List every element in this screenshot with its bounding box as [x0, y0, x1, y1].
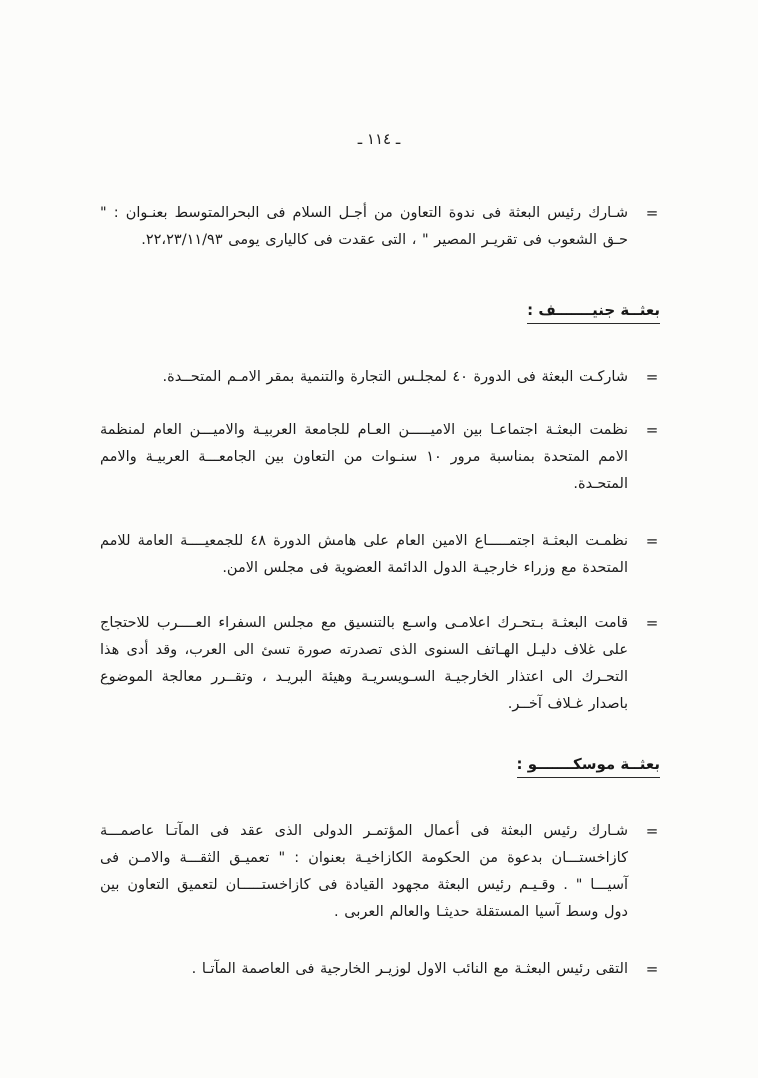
paragraph-item [100, 200, 660, 254]
paragraph-item [100, 956, 660, 983]
paragraph-item [100, 417, 660, 498]
item-marker: = [645, 822, 659, 840]
item-marker: = [645, 532, 659, 550]
item-marker: = [645, 614, 659, 632]
section-heading: بعثــة جنيـــــــف : [527, 301, 660, 324]
item-marker: = [645, 960, 659, 978]
paragraph-item [100, 610, 660, 718]
section-geneva-heading-row [100, 300, 660, 324]
paragraph-text: التقى رئيس البعثـة مع النائب الاول لوزيـر الخارجية فى العاصمة المآتـا . [191, 961, 628, 977]
section-heading: بعثــة موسكـــــــو : [517, 755, 660, 778]
item-marker: = [645, 368, 659, 386]
paragraph-text: نظمـت البعثـة اجتمـــــاع الامين العام على هامش الدورة ٤٨ للجمعيــــة العامة للامم المتحدة مع وزراء خارجيـة الدول الدائمة العضوية فى مجلس الامن. [100, 533, 628, 576]
paragraph-item [100, 528, 660, 582]
document-body [100, 200, 660, 983]
paragraph-text: قامت البعثـة بـتحـرك اعلامـى واسـع بالتنسيق مع مجلس السفراء العــــرب للاحتجاج على غلاف دليـل الهـاتف السنوى الذى تصدرته صورة تسئ الى العرب، وقد أدى هذا التحـرك الى اعتذار الخارجيـة السـويسريـة وهيئة البريـد ، وتقــرر معالجة الموضوع باصدار غـلاف آخــر. [100, 615, 628, 712]
paragraph-item [100, 364, 660, 391]
item-marker: = [645, 204, 659, 222]
section-moscow-heading-row [100, 754, 660, 778]
item-marker: = [645, 421, 659, 439]
paragraph-item [100, 818, 660, 926]
paragraph-text: شـارك رئيس البعثة فى ندوة التعاون من أجـل السلام فى البحرالمتوسط بعنـوان : " حـق الشعوب فى تقريـر المصير " ، التى عقدت فى كاليارى يومى ٢٢،٢٣/١١/٩٣. [100, 205, 628, 248]
paragraph-text: شاركـت البعثة فى الدورة ٤٠ لمجلـس التجارة والتنمية بمقر الامـم المتحــدة. [162, 369, 628, 385]
page-number: ـ ١١٤ ـ [357, 130, 401, 148]
paragraph-text: شـارك رئيس البعثة فى أعمال المؤتمـر الدولى الذى عقد فى المآتـا عاصمـــة كازاخستـــان بدعوة من الحكومة الكازاخيـة بعنوان : " تعميـق الثقـــة والامـن فى آسيـــا " . وقـيـم رئيس البعثة مجهود القيادة فى كازاخستـــــان لتعميق التعاون بين دول وسط آسيا المستقلة حديثـا والعالم العربى . [100, 823, 628, 920]
paragraph-text: نظمت البعثـة اجتماعـا بين الاميـــــن العـام للجامعة العربيـة والاميـــن العام لمنظمة الامم المتحدة بمناسبة مرور ١٠ سنـوات من التعاون بين الجامعـــة العربيـة والامم المتحـدة. [100, 422, 628, 492]
